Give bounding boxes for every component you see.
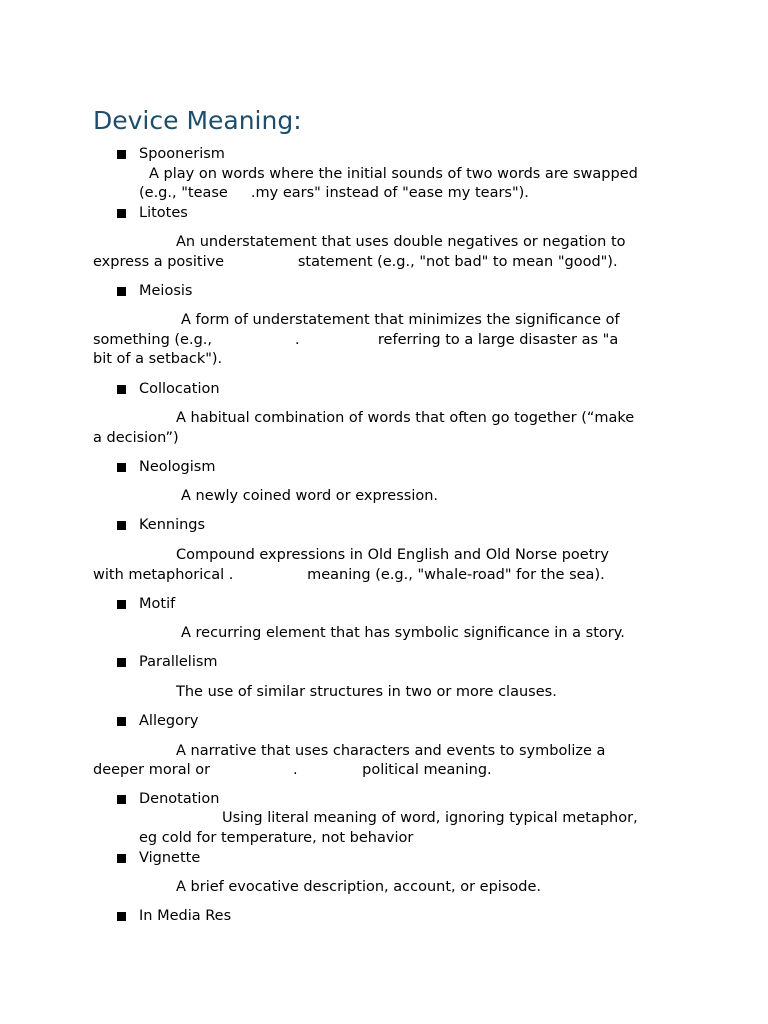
bullet-icon [117, 463, 126, 472]
term-collocation: Collocation [139, 381, 220, 397]
definition-line: something (e.g., . referring to a large disaster as "a [93, 332, 619, 348]
bullet-icon [117, 795, 126, 804]
bullet-icon [117, 385, 126, 394]
term-spoonerism: Spoonerism [139, 146, 225, 162]
definition-line: a decision”) [93, 430, 179, 446]
bullet-icon [117, 150, 126, 159]
definition-line: A recurring element that has symbolic significance in a story. [181, 625, 625, 641]
definition-line: bit of a setback"). [93, 351, 223, 367]
bullet-icon [117, 912, 126, 921]
bullet-icon [117, 854, 126, 863]
term-parallelism: Parallelism [139, 654, 218, 670]
definition-line: A habitual combination of words that often go together (“make [176, 410, 635, 426]
term-in-media-res: In Media Res [139, 908, 232, 924]
term-vignette: Vignette [139, 850, 201, 866]
definition-line: A brief evocative description, account, or episode. [176, 879, 541, 895]
term-allegory: Allegory [139, 713, 199, 729]
definition-line: A play on words where the initial sounds of two words are swapped [149, 166, 638, 182]
definition-line: eg cold for temperature, not behavior [139, 830, 414, 846]
definition-line: A form of understatement that minimizes the significance of [181, 312, 620, 328]
definition-line: Compound expressions in Old English and Old Norse poetry [176, 547, 609, 563]
bullet-icon [117, 600, 126, 609]
definition-line: An understatement that uses double negatives or negation to [176, 234, 626, 250]
definition-line: A newly coined word or expression. [181, 488, 439, 504]
definition-line: The use of similar structures in two or more clauses. [176, 684, 557, 700]
term-litotes: Litotes [139, 205, 188, 221]
definition-line: with metaphorical . meaning (e.g., "whale-road" for the sea). [93, 567, 605, 583]
bullet-icon [117, 658, 126, 667]
term-neologism: Neologism [139, 459, 216, 475]
definition-line: express a positive statement (e.g., "not bad" to mean "good"). [93, 254, 618, 270]
term-denotation: Denotation [139, 791, 220, 807]
term-meiosis: Meiosis [139, 283, 193, 299]
definition-line: (e.g., "tease .my ears" instead of "ease my tears"). [139, 185, 529, 201]
bullet-icon [117, 717, 126, 726]
bullet-icon [117, 209, 126, 218]
definition-line: Using literal meaning of word, ignoring typical metaphor, [222, 810, 638, 826]
term-motif: Motif [139, 596, 176, 612]
term-kennings: Kennings [139, 517, 206, 533]
bullet-icon [117, 521, 126, 530]
definition-line: A narrative that uses characters and events to symbolize a [176, 743, 606, 759]
definition-line: deeper moral or . political meaning. [93, 762, 492, 778]
bullet-icon [117, 287, 126, 296]
page-title: Device Meaning: [93, 106, 302, 135]
